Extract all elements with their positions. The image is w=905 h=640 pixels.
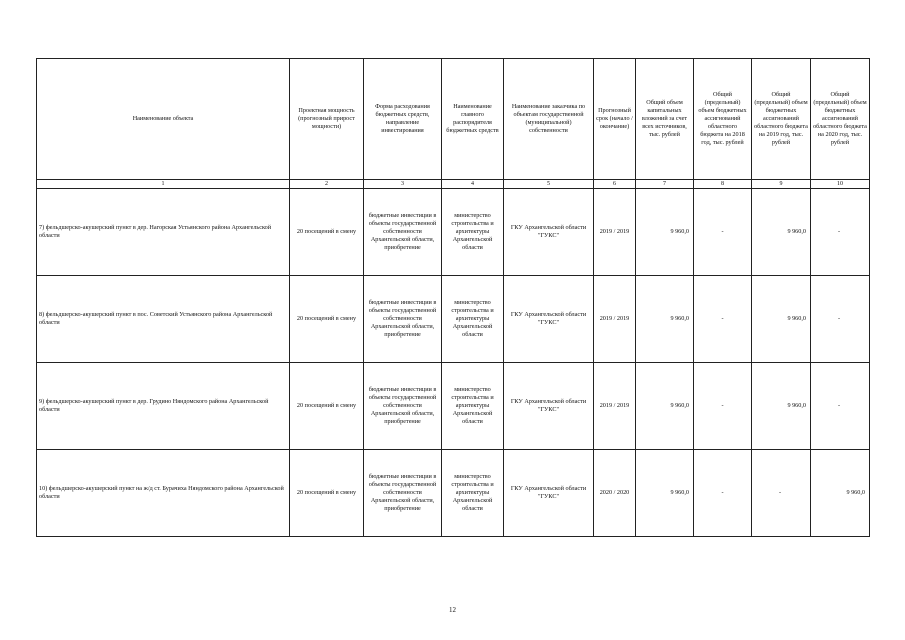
year-2020-cell: - bbox=[811, 276, 870, 363]
header-2019: Общий (предельный) объем бюджетных ассигнований областного бюджета на 2019 год, тыс. рублей bbox=[752, 59, 811, 180]
capacity-cell: 20 посещений в смену bbox=[290, 450, 364, 537]
form-cell: бюджетные инвестиции в объекты государственной собственности Архангельской области, приобретение bbox=[364, 363, 442, 450]
column-number: 3 bbox=[364, 180, 442, 189]
capacity-cell: 20 посещений в смену bbox=[290, 276, 364, 363]
table-row bbox=[37, 276, 870, 363]
table-row bbox=[37, 450, 870, 537]
total-cell: 9 960,0 bbox=[636, 363, 694, 450]
page-number: 12 bbox=[449, 606, 456, 614]
year-2019-cell: 9 960,0 bbox=[752, 363, 811, 450]
header-2020: Общий (предельный) объем бюджетных ассигнований областного бюджета на 2020 год, тыс. рублей bbox=[811, 59, 870, 180]
total-cell: 9 960,0 bbox=[636, 189, 694, 276]
year-2019-cell: 9 960,0 bbox=[752, 189, 811, 276]
capacity-cell: 20 посещений в смену bbox=[290, 363, 364, 450]
year-2018-cell: - bbox=[694, 450, 752, 537]
year-2020-cell: 9 960,0 bbox=[811, 450, 870, 537]
column-number: 5 bbox=[504, 180, 594, 189]
term-cell: 2019 / 2019 bbox=[594, 189, 636, 276]
customer-cell: ГКУ Архангельской области "ГУКС" bbox=[504, 363, 594, 450]
object-name-cell: 9) фельдшерско-акушерский пункт в дер. Грудино Няндомского района Архангельской области bbox=[37, 363, 290, 450]
header-main-manager: Наименование главного распорядителя бюджетных средств bbox=[442, 59, 504, 180]
header-capacity: Проектная мощность (прогнозный прирост мощности) bbox=[290, 59, 364, 180]
customer-cell: ГКУ Архангельской области "ГУКС" bbox=[504, 276, 594, 363]
header-term: Прогнозный срок (начало / окончание) bbox=[594, 59, 636, 180]
customer-cell: ГКУ Архангельской области "ГУКС" bbox=[504, 450, 594, 537]
table-row bbox=[37, 189, 870, 276]
manager-cell: министерство строительства и архитектуры Архангельской области bbox=[442, 450, 504, 537]
object-name-cell: 8) фельдшерско-акушерский пункт в пос. Советский Устьянского района Архангельской области bbox=[37, 276, 290, 363]
object-name-cell: 10) фельдшерско-акушерский пункт на ж/д ст. Бурачиха Няндомского района Архангельской области bbox=[37, 450, 290, 537]
column-number: 7 bbox=[636, 180, 694, 189]
year-2018-cell: - bbox=[694, 189, 752, 276]
table-header-row bbox=[37, 59, 870, 180]
customer-cell: ГКУ Архангельской области "ГУКС" bbox=[504, 189, 594, 276]
column-number: 2 bbox=[290, 180, 364, 189]
year-2019-cell: - bbox=[752, 450, 811, 537]
manager-cell: министерство строительства и архитектуры Архангельской области bbox=[442, 363, 504, 450]
year-2020-cell: - bbox=[811, 189, 870, 276]
term-cell: 2020 / 2020 bbox=[594, 450, 636, 537]
investment-table bbox=[36, 58, 870, 537]
header-customer: Наименование заказчика по объектам государственной (муниципальной) собственности bbox=[504, 59, 594, 180]
header-total: Общий объем капитальных вложений за счет всех источников, тыс. рублей bbox=[636, 59, 694, 180]
manager-cell: министерство строительства и архитектуры Архангельской области bbox=[442, 189, 504, 276]
term-cell: 2019 / 2019 bbox=[594, 276, 636, 363]
form-cell: бюджетные инвестиции в объекты государственной собственности Архангельской области, приобретение bbox=[364, 189, 442, 276]
year-2019-cell: 9 960,0 bbox=[752, 276, 811, 363]
term-cell: 2019 / 2019 bbox=[594, 363, 636, 450]
header-2018: Общий (предельный) объем бюджетных ассигнований областного бюджета на 2018 год, тыс. рублей bbox=[694, 59, 752, 180]
table-row bbox=[37, 363, 870, 450]
column-number: 6 bbox=[594, 180, 636, 189]
total-cell: 9 960,0 bbox=[636, 450, 694, 537]
manager-cell: министерство строительства и архитектуры Архангельской области bbox=[442, 276, 504, 363]
column-number: 8 bbox=[694, 180, 752, 189]
header-object-name: Наименование объекта bbox=[37, 59, 290, 180]
year-2018-cell: - bbox=[694, 363, 752, 450]
table-body bbox=[37, 189, 870, 537]
object-name-cell: 7) фельдшерско-акушерский пункт в дер. Нагорская Устьянского района Архангельской области bbox=[37, 189, 290, 276]
total-cell: 9 960,0 bbox=[636, 276, 694, 363]
form-cell: бюджетные инвестиции в объекты государственной собственности Архангельской области, приобретение bbox=[364, 276, 442, 363]
column-number: 4 bbox=[442, 180, 504, 189]
year-2020-cell: - bbox=[811, 363, 870, 450]
form-cell: бюджетные инвестиции в объекты государственной собственности Архангельской области, приобретение bbox=[364, 450, 442, 537]
column-number: 1 bbox=[37, 180, 290, 189]
column-number: 10 bbox=[811, 180, 870, 189]
year-2018-cell: - bbox=[694, 276, 752, 363]
capacity-cell: 20 посещений в смену bbox=[290, 189, 364, 276]
column-number-row bbox=[37, 180, 870, 189]
column-number: 9 bbox=[752, 180, 811, 189]
header-form: Форма расходования бюджетных средств, направление инвестирования bbox=[364, 59, 442, 180]
